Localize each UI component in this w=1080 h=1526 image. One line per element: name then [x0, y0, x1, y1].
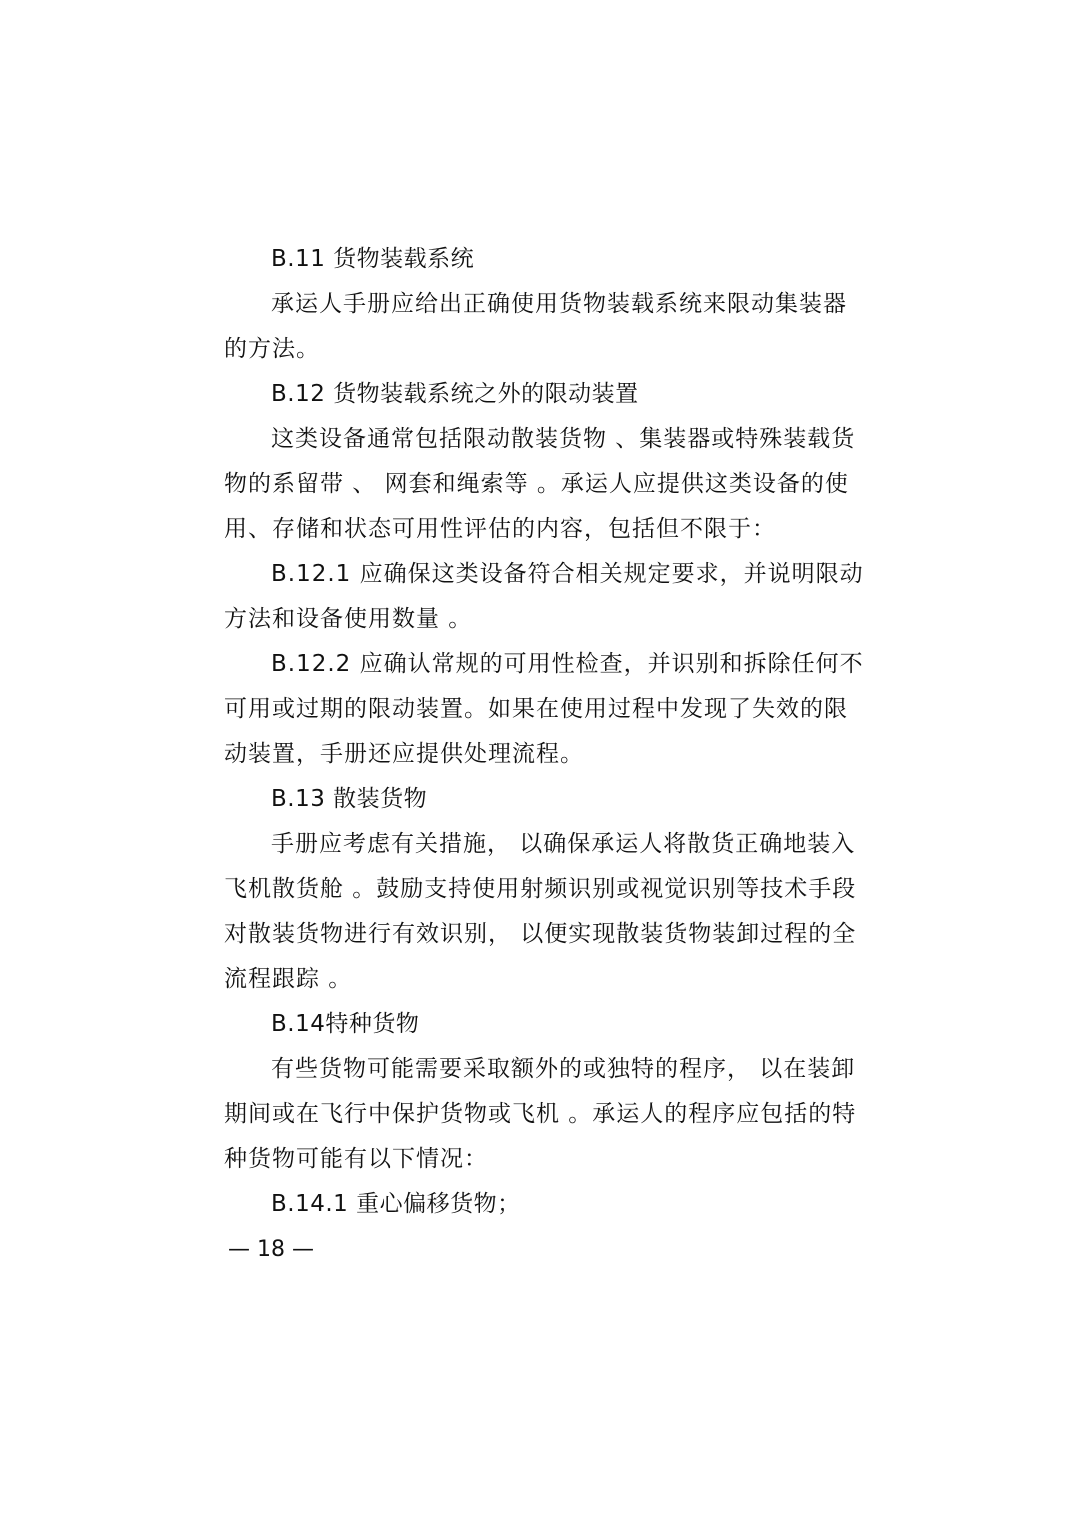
section-heading-b13: B.13 散装货物 [271, 786, 428, 812]
paragraph-b12-2: B.12.2 应确认常规的可用性检查，并识别和拆除任何不可用或过期的限动装置。如果在使用过程中发现了失效的限动装置，手册还应提供处理流程。 [224, 651, 864, 767]
section-heading-b14: B.14特种货物 [271, 1011, 420, 1037]
page-number: — 18 — [228, 1237, 314, 1262]
paragraph-b11-body: 承运人手册应给出正确使用货物装载系统来限动集装器的方法。 [224, 291, 847, 362]
paragraph-b14-body: 有些货物可能需要采取额外的或独特的程序， 以在装卸期间或在飞行中保护货物或飞机 。承运人的程序应包括的特种货物可能有以下情况： [224, 1056, 857, 1172]
paragraph-b12-1: B.12.1 应确保这类设备符合相关规定要求，并说明限动方法和设备使用数量 。 [224, 561, 864, 632]
section-heading-b12: B.12 货物装载系统之外的限动装置 [271, 381, 639, 407]
list-item-b14-1: B.14.1 重心偏移货物； [271, 1191, 521, 1217]
section-heading-b11: B.11 货物装载系统 [271, 246, 475, 272]
paragraph-b13-body: 手册应考虑有关措施， 以确保承运人将散货正确地装入飞机散货舱 。鼓励支持使用射频识别或视觉识别等技术手段对散装货物进行有效识别， 以便实现散装货物装卸过程的全流程跟踪 。 [224, 831, 857, 992]
document-body [224, 237, 864, 1227]
paragraph-b12-body: 这类设备通常包括限动散装货物 、集装器或特殊装载货物的系留带 、 网套和绳索等 。承运人应提供这类设备的使用、存储和状态可用性评估的内容，包括但不限于： [224, 426, 856, 542]
